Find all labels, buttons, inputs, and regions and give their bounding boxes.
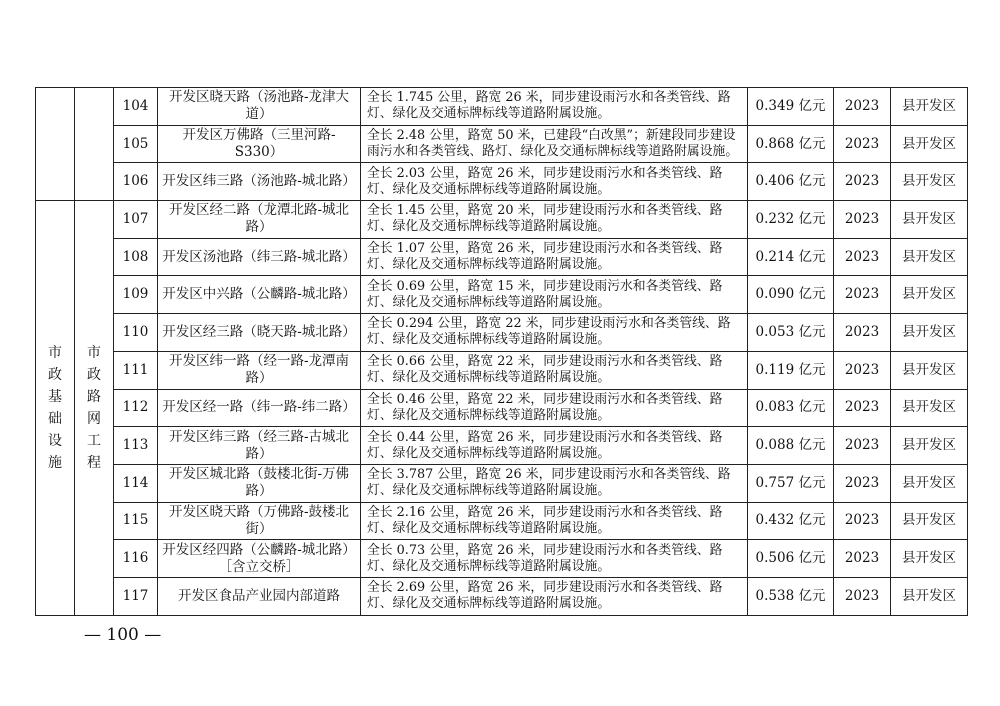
investment-amount: 0.506 亿元: [748, 540, 834, 578]
year: 2023: [834, 314, 891, 352]
project-name: 开发区纬三路（经三路-古城北路）: [158, 427, 361, 465]
row-number: 111: [114, 351, 158, 389]
project-name: 开发区晓天路（万佛路-鼓楼北街）: [158, 502, 361, 540]
subcategory-cell: 市政路网工程: [75, 201, 114, 616]
year: 2023: [834, 389, 891, 427]
year: 2023: [834, 238, 891, 276]
row-number: 113: [114, 427, 158, 465]
investment-amount: 0.119 亿元: [748, 351, 834, 389]
subcategory-cell-top: [75, 88, 114, 201]
project-description: 全长 0.44 公里，路宽 26 米，同步建设雨污水和各类管线、路灯、绿化及交通标牌标线等道路附属设施。: [361, 427, 748, 465]
project-name: 开发区纬一路（经一路-龙潭南路）: [158, 351, 361, 389]
project-description: 全长 0.66 公里，路宽 22 米，同步建设雨污水和各类管线、路灯、绿化及交通标牌标线等道路附属设施。: [361, 351, 748, 389]
table-row: [36, 502, 968, 540]
row-number: 116: [114, 540, 158, 578]
table-row: [36, 276, 968, 314]
row-number: 105: [114, 125, 158, 163]
project-description: 全长 3.787 公里，路宽 26 米，同步建设雨污水和各类管线、路灯、绿化及交通标牌标线等道路附属设施。: [361, 464, 748, 502]
responsible-unit: 县开发区: [891, 540, 968, 578]
investment-amount: 0.538 亿元: [748, 577, 834, 615]
row-number: 107: [114, 201, 158, 239]
investment-amount: 0.757 亿元: [748, 464, 834, 502]
table-row: [36, 88, 968, 126]
category-cell: 市政基础设施: [36, 201, 75, 616]
project-description: 全长 0.46 公里，路宽 22 米，同步建设雨污水和各类管线、路灯、绿化及交通标牌标线等道路附属设施。: [361, 389, 748, 427]
project-name: 开发区城北路（鼓楼北街-万佛路）: [158, 464, 361, 502]
responsible-unit: 县开发区: [891, 314, 968, 352]
year: 2023: [834, 427, 891, 465]
project-name: 开发区纬三路（汤池路-城北路）: [158, 163, 361, 201]
row-number: 106: [114, 163, 158, 201]
project-description: 全长 1.45 公里，路宽 20 米，同步建设雨污水和各类管线、路灯、绿化及交通标牌标线等道路附属设施。: [361, 201, 748, 239]
year: 2023: [834, 464, 891, 502]
project-table: [35, 87, 968, 616]
responsible-unit: 县开发区: [891, 125, 968, 163]
responsible-unit: 县开发区: [891, 276, 968, 314]
table-row: [36, 427, 968, 465]
investment-amount: 0.053 亿元: [748, 314, 834, 352]
table-row: [36, 163, 968, 201]
project-description: 全长 0.294 公里，路宽 22 米，同步建设雨污水和各类管线、路灯、绿化及交通标牌标线等道路附属设施。: [361, 314, 748, 352]
page-number: — 100 —: [84, 625, 162, 645]
table-row: [36, 577, 968, 615]
project-name: 开发区中兴路（公麟路-城北路）: [158, 276, 361, 314]
project-description: 全长 2.16 公里，路宽 26 米，同步建设雨污水和各类管线、路灯、绿化及交通标牌标线等道路附属设施。: [361, 502, 748, 540]
row-number: 108: [114, 238, 158, 276]
responsible-unit: 县开发区: [891, 351, 968, 389]
investment-amount: 0.349 亿元: [748, 88, 834, 126]
investment-amount: 0.406 亿元: [748, 163, 834, 201]
project-description: 全长 0.69 公里，路宽 15 米，同步建设雨污水和各类管线、路灯、绿化及交通标牌标线等道路附属设施。: [361, 276, 748, 314]
investment-amount: 0.232 亿元: [748, 201, 834, 239]
row-number: 109: [114, 276, 158, 314]
project-name: 开发区食品产业园内部道路: [158, 577, 361, 615]
project-description: 全长 0.73 公里，路宽 26 米，同步建设雨污水和各类管线、路灯、绿化及交通标牌标线等道路附属设施。: [361, 540, 748, 578]
project-description: 全长 2.03 公里，路宽 26 米，同步建设雨污水和各类管线、路灯、绿化及交通标牌标线等道路附属设施。: [361, 163, 748, 201]
project-name: 开发区经二路（龙潭北路-城北路）: [158, 201, 361, 239]
table-row: [36, 314, 968, 352]
responsible-unit: 县开发区: [891, 163, 968, 201]
investment-amount: 0.088 亿元: [748, 427, 834, 465]
year: 2023: [834, 540, 891, 578]
table-row: [36, 540, 968, 578]
row-number: 110: [114, 314, 158, 352]
responsible-unit: 县开发区: [891, 201, 968, 239]
responsible-unit: 县开发区: [891, 238, 968, 276]
table-row: [36, 351, 968, 389]
year: 2023: [834, 351, 891, 389]
responsible-unit: 县开发区: [891, 88, 968, 126]
year: 2023: [834, 502, 891, 540]
project-name: 开发区经四路（公麟路-城北路）［含立交桥］: [158, 540, 361, 578]
row-number: 112: [114, 389, 158, 427]
project-description: 全长 1.07 公里，路宽 26 米，同步建设雨污水和各类管线、路灯、绿化及交通标牌标线等道路附属设施。: [361, 238, 748, 276]
investment-amount: 0.868 亿元: [748, 125, 834, 163]
table-row: [36, 464, 968, 502]
project-name: 开发区经三路（晓天路-城北路）: [158, 314, 361, 352]
year: 2023: [834, 577, 891, 615]
year: 2023: [834, 201, 891, 239]
year: 2023: [834, 276, 891, 314]
investment-amount: 0.214 亿元: [748, 238, 834, 276]
investment-amount: 0.083 亿元: [748, 389, 834, 427]
responsible-unit: 县开发区: [891, 389, 968, 427]
row-number: 104: [114, 88, 158, 126]
project-name: 开发区汤池路（纬三路-城北路）: [158, 238, 361, 276]
project-description: 全长 2.48 公里，路宽 50 米，已建段“白改黑”；新建段同步建设雨污水和各类管线、路灯、绿化及交通标牌标线等道路附属设施。: [361, 125, 748, 163]
project-name: 开发区万佛路（三里河路-S330）: [158, 125, 361, 163]
table-row: [36, 125, 968, 163]
year: 2023: [834, 125, 891, 163]
table-row: [36, 238, 968, 276]
project-name: 开发区经一路（纬一路-纬二路）: [158, 389, 361, 427]
responsible-unit: 县开发区: [891, 464, 968, 502]
project-table-body: [36, 88, 968, 616]
year: 2023: [834, 88, 891, 126]
table-row: [36, 201, 968, 239]
investment-amount: 0.432 亿元: [748, 502, 834, 540]
project-name: 开发区晓天路（汤池路-龙津大道）: [158, 88, 361, 126]
project-description: 全长 2.69 公里，路宽 26 米，同步建设雨污水和各类管线、路灯、绿化及交通标牌标线等道路附属设施。: [361, 577, 748, 615]
investment-amount: 0.090 亿元: [748, 276, 834, 314]
row-number: 114: [114, 464, 158, 502]
table-row: [36, 389, 968, 427]
responsible-unit: 县开发区: [891, 502, 968, 540]
responsible-unit: 县开发区: [891, 427, 968, 465]
responsible-unit: 县开发区: [891, 577, 968, 615]
category-cell-top: [36, 88, 75, 201]
year: 2023: [834, 163, 891, 201]
project-description: 全长 1.745 公里，路宽 26 米，同步建设雨污水和各类管线、路灯、绿化及交通标牌标线等道路附属设施。: [361, 88, 748, 126]
row-number: 115: [114, 502, 158, 540]
row-number: 117: [114, 577, 158, 615]
